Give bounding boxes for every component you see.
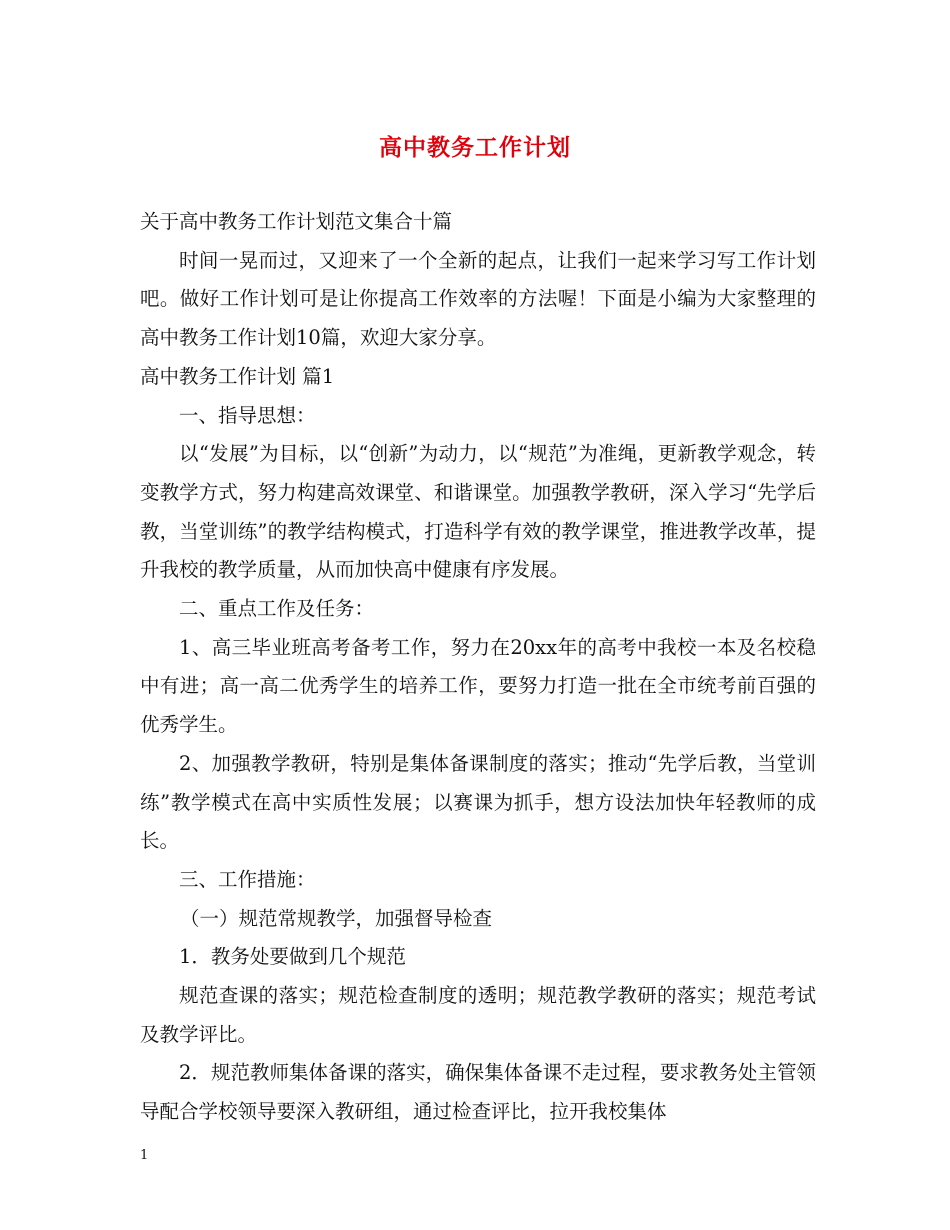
paragraph-guiding-thought: 以“发展”为目标，以“创新”为动力，以“规范”为准绳，更新教学观念，转变教学方式，努力构建高效课堂、和谐课堂。加强教学教研，深入学习“先学后教，当堂训练”的教学结构模式，打造科学有效的教学课堂，推进教学改革，提升我校的教学质量，从而加快高中健康有序发展。: [140, 442, 816, 582]
paragraph-task-1: 1、高三毕业班高考备考工作，努力在20xx年的高考中我校一本及名校稳中有进；高一高二优秀学生的培养工作，要努力打造一批在全市统考前百强的优秀学生。: [140, 635, 816, 737]
section-heading: 高中教务工作计划 篇1: [140, 364, 335, 388]
document-title: 高中教务工作计划: [379, 134, 571, 161]
paragraph-task-2: 2、加强教学教研，特别是集体备课制度的落实；推动“先学后教，当堂训练”教学模式在高中实质性发展；以赛课为抓手，想方设法加快年轻教师的成长。: [140, 751, 816, 853]
paragraph-subtitle: 关于高中教务工作计划范文集合十篇: [140, 210, 453, 233]
page-number: 1: [140, 1148, 149, 1163]
document-body: [140, 203, 816, 1132]
paragraph-measure-1-body: 规范查课的落实；规范检查制度的透明；规范教学教研的落实；规范考试及教学评比。: [140, 984, 816, 1046]
paragraph-heading-key-tasks: 二、重点工作及任务：: [179, 597, 375, 621]
paragraph-measure-1-title: 1．教务处要做到几个规范: [179, 945, 406, 969]
paragraph-heading-measures: 三、工作措施：: [179, 867, 316, 891]
paragraph-intro: 时间一晃而过，又迎来了一个全新的起点，让我们一起来学习写工作计划吧。做好工作计划可是让你提高工作效率的方法喔！下面是小编为大家整理的高中教务工作计划10篇，欢迎大家分享。: [140, 248, 816, 350]
paragraph-subheading-routine: （一）规范常规教学，加强督导检查: [180, 906, 493, 930]
paragraph-heading-guiding-thought: 一、指导思想：: [179, 403, 316, 427]
paragraph-measure-2: 2．规范教师集体备课的落实，确保集体备课不走过程，要求教务处主管领导配合学校领导要深入教研组，通过检查评比，拉开我校集体: [140, 1061, 816, 1124]
